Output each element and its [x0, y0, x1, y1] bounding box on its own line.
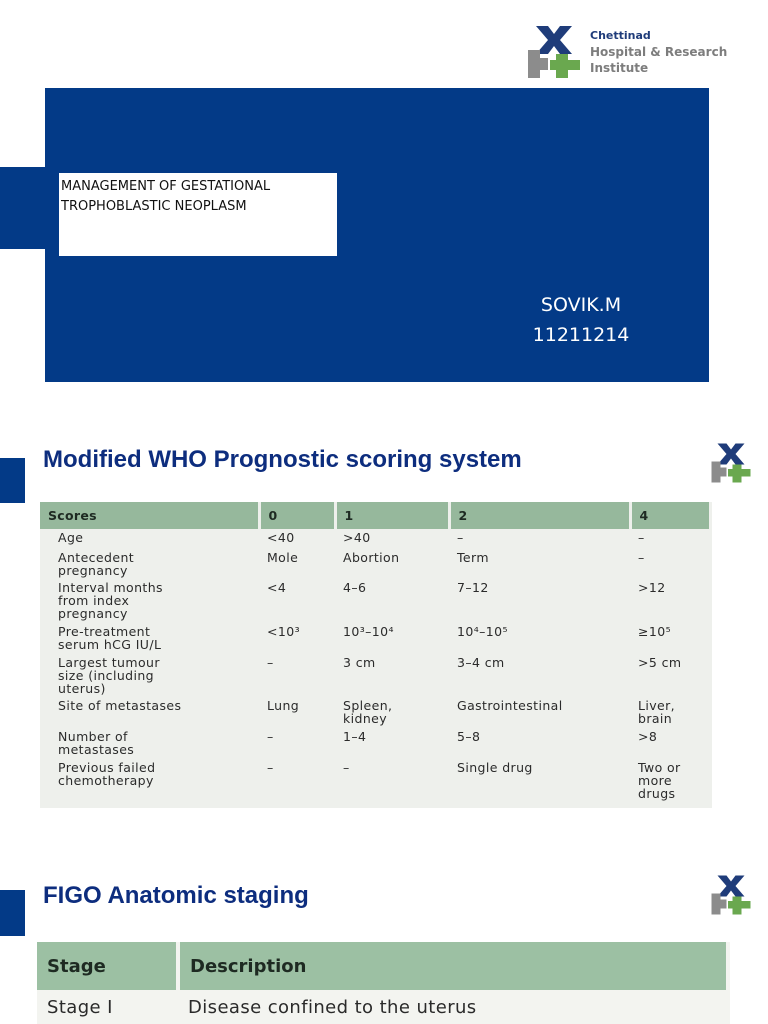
table-row — [40, 759, 711, 802]
table-cell: 3–4 cm — [457, 655, 505, 670]
table-cell: 1–4 — [343, 729, 367, 744]
table-header-row — [37, 942, 728, 990]
table-cell: Interval months from index pregnancy — [58, 580, 163, 621]
table-cell: Stage I — [47, 996, 113, 1018]
table-cell: Disease confined to the uterus — [188, 996, 477, 1018]
table-cell: Spleen, kidney — [343, 698, 393, 726]
logo-line-3: Institute — [590, 61, 649, 75]
table-row — [40, 623, 711, 654]
header-score-0: 0 — [259, 502, 335, 529]
left-accent-tab — [0, 167, 46, 249]
logo-line-1: Chettinad — [590, 29, 651, 42]
table-cell: Liver, brain — [638, 698, 676, 726]
author-block — [500, 290, 662, 350]
table-cell: Gastrointestinal — [457, 698, 563, 713]
table-cell: Previous failed chemotherapy — [58, 760, 156, 788]
table-cell: Lung — [267, 698, 300, 713]
table-cell: Abortion — [343, 550, 400, 565]
header-stage: Stage — [37, 942, 178, 990]
table-row — [40, 654, 711, 697]
table-cell: – — [267, 729, 274, 744]
logo-line-2: Hospital & Research — [590, 45, 728, 59]
table-cell: <4 — [267, 580, 287, 595]
title-line-1: MANAGEMENT OF GESTATIONAL — [61, 179, 271, 194]
table-cell: Term — [457, 550, 489, 565]
table-cell: ≥10⁵ — [638, 624, 671, 639]
table-cell: <40 — [267, 530, 295, 545]
table-cell: Antecedent pregnancy — [58, 550, 135, 578]
table-cell: – — [267, 655, 274, 670]
table-row — [40, 529, 711, 549]
table-cell: – — [343, 760, 350, 775]
table-cell: Mole — [267, 550, 299, 565]
table-cell: 10³–10⁴ — [343, 624, 394, 639]
title-box — [59, 173, 337, 256]
table-cell: Largest tumour size (including uterus) — [58, 655, 160, 696]
table-row — [40, 697, 711, 728]
who-scoring-table — [40, 502, 712, 802]
table-cell: Site of metastases — [58, 698, 182, 713]
table-cell: >12 — [638, 580, 666, 595]
table-cell: Number of metastases — [58, 729, 135, 757]
table-row — [40, 549, 711, 579]
table-cell: – — [638, 530, 645, 545]
left-accent-tab — [0, 458, 25, 503]
table-cell: Age — [58, 530, 84, 545]
hospital-cross-logo-icon — [710, 442, 752, 484]
header-description: Description — [178, 942, 728, 990]
table-cell: 10⁴–10⁵ — [457, 624, 508, 639]
table-cell: 7–12 — [457, 580, 489, 595]
table-cell: – — [457, 530, 464, 545]
hospital-cross-logo-icon — [710, 874, 752, 916]
who-heading: Modified WHO Prognostic scoring system — [43, 446, 522, 473]
hospital-logo — [526, 24, 736, 80]
table-header-row — [40, 502, 711, 529]
table-cell: 3 cm — [343, 655, 376, 670]
table-cell: >8 — [638, 729, 658, 744]
table-cell: Pre-treatment serum hCG IU/L — [58, 624, 162, 652]
header-score-2: 2 — [449, 502, 630, 529]
table-row — [37, 990, 728, 1024]
header-scores: Scores — [40, 502, 259, 529]
figo-staging-table — [37, 942, 730, 1024]
header-score-1: 1 — [335, 502, 449, 529]
table-cell: Two or more drugs — [638, 760, 681, 801]
table-row — [40, 728, 711, 759]
table-cell: – — [638, 550, 645, 565]
hospital-cross-logo-icon — [526, 24, 582, 80]
table-cell: – — [267, 760, 274, 775]
title-line-2: TROPHOBLASTIC NEOPLASM — [61, 199, 247, 214]
table-cell: >40 — [343, 530, 371, 545]
figo-heading: FIGO Anatomic staging — [43, 882, 309, 909]
table-cell: <10³ — [267, 624, 300, 639]
table-cell: 5–8 — [457, 729, 481, 744]
table-cell: >5 cm — [638, 655, 682, 670]
left-accent-tab — [0, 890, 25, 936]
header-score-4: 4 — [630, 502, 711, 529]
author-name: SOVIK.M — [540, 294, 622, 316]
table-row — [40, 579, 711, 623]
table-cell: Single drug — [457, 760, 533, 775]
table-cell: 4–6 — [343, 580, 367, 595]
author-id: 11211214 — [532, 324, 630, 346]
who-scoring-table-image — [40, 502, 712, 808]
figo-staging-table-image — [37, 942, 730, 1024]
